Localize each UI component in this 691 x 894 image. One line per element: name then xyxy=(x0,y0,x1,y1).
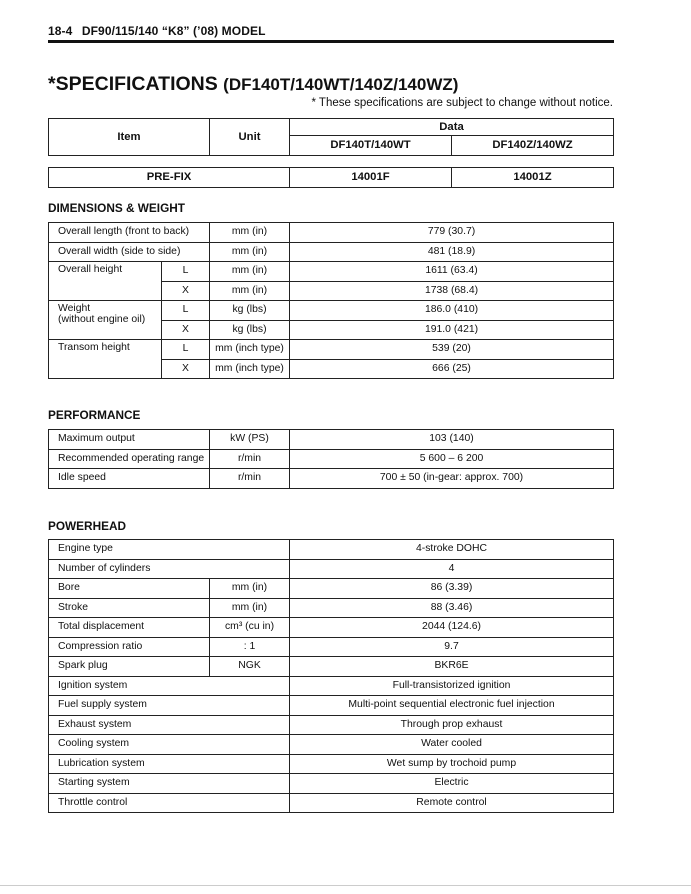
overall-height-x-value: 1738 (68.4) xyxy=(290,281,614,301)
system-label: Starting system xyxy=(49,774,290,794)
system-value: Full-transistorized ignition xyxy=(290,676,614,696)
prefix-label: PRE-FIX xyxy=(49,168,290,188)
weight-l-value: 186.0 (410) xyxy=(290,301,614,321)
perf-value: 5 600 – 6 200 xyxy=(290,449,614,469)
performance-table xyxy=(48,429,614,489)
powerhead-unit: cm³ (cu in) xyxy=(210,618,290,638)
powerhead-unit: : 1 xyxy=(210,637,290,657)
perf-unit: r/min xyxy=(210,449,290,469)
weight-label-line1: Weight xyxy=(58,303,91,314)
system-value: Multi-point sequential electronic fuel injection xyxy=(290,696,614,716)
system-value: Electric xyxy=(290,774,614,794)
model-header: DF90/115/140 “K8” (’08) MODEL xyxy=(81,24,266,38)
perf-label: Recommended operating range xyxy=(49,449,210,469)
change-notice: * These specifications are subject to change without notice. xyxy=(311,97,613,109)
perf-value: 700 ± 50 (in-gear: approx. 700) xyxy=(290,469,614,489)
overall-height-x: X xyxy=(162,281,210,301)
overall-width-unit: mm (in) xyxy=(210,242,290,262)
overall-length-label: Overall length (front to back) xyxy=(49,223,210,243)
weight-x: X xyxy=(162,320,210,340)
header-data: Data xyxy=(290,119,614,136)
section-powerhead: POWERHEAD xyxy=(48,519,126,533)
weight-label-line2: (without engine oil) xyxy=(58,314,146,325)
header-col2: DF140Z/140WZ xyxy=(452,136,614,156)
prefix-val1: 14001F xyxy=(290,168,452,188)
page-title xyxy=(48,73,458,96)
system-value: Through prop exhaust xyxy=(290,715,614,735)
overall-height-l-value: 1611 (63.4) xyxy=(290,262,614,282)
transom-l-value: 539 (20) xyxy=(290,340,614,360)
overall-width-label: Overall width (side to side) xyxy=(49,242,210,262)
overall-height-x-unit: mm (in) xyxy=(210,281,290,301)
title-main: *SPECIFICATIONS xyxy=(48,73,218,95)
overall-length-unit: mm (in) xyxy=(210,223,290,243)
weight-label xyxy=(49,301,162,340)
spec-header-table xyxy=(48,118,614,156)
overall-width-value: 481 (18.9) xyxy=(290,242,614,262)
transom-label: Transom height xyxy=(49,340,162,379)
header-col1: DF140T/140WT xyxy=(290,136,452,156)
dimensions-table xyxy=(48,222,614,379)
system-label: Ignition system xyxy=(49,676,290,696)
overall-length-value: 779 (30.7) xyxy=(290,223,614,243)
perf-unit: r/min xyxy=(210,469,290,489)
system-value: Remote control xyxy=(290,793,614,813)
system-value: Water cooled xyxy=(290,735,614,755)
powerhead-value: BKR6E xyxy=(290,657,614,677)
perf-unit: kW (PS) xyxy=(210,430,290,450)
section-performance: PERFORMANCE xyxy=(48,408,141,422)
powerhead-label: Spark plug xyxy=(49,657,210,677)
system-value: Wet sump by trochoid pump xyxy=(290,754,614,774)
engine-type-label: Engine type xyxy=(49,540,290,560)
perf-label: Idle speed xyxy=(49,469,210,489)
system-label: Fuel supply system xyxy=(49,696,290,716)
powerhead-table xyxy=(48,539,614,813)
page-bottom-edge xyxy=(0,885,691,886)
transom-l-unit: mm (inch type) xyxy=(210,340,290,360)
title-model: (DF140T/140WT/140Z/140WZ) xyxy=(223,75,459,94)
overall-height-label: Overall height xyxy=(49,262,162,301)
powerhead-unit: mm (in) xyxy=(210,598,290,618)
overall-height-l-unit: mm (in) xyxy=(210,262,290,282)
header-rule xyxy=(48,40,614,43)
powerhead-label: Total displacement xyxy=(49,618,210,638)
perf-value: 103 (140) xyxy=(290,430,614,450)
powerhead-unit: NGK xyxy=(210,657,290,677)
header-unit: Unit xyxy=(210,119,290,156)
powerhead-label: Bore xyxy=(49,579,210,599)
powerhead-value: 2044 (124.6) xyxy=(290,618,614,638)
page-number: 18-4 xyxy=(48,24,73,38)
system-label: Lubrication system xyxy=(49,754,290,774)
transom-l: L xyxy=(162,340,210,360)
powerhead-unit: mm (in) xyxy=(210,579,290,599)
perf-label: Maximum output xyxy=(49,430,210,450)
weight-x-unit: kg (lbs) xyxy=(210,320,290,340)
cylinders-label: Number of cylinders xyxy=(49,559,290,579)
weight-l-unit: kg (lbs) xyxy=(210,301,290,321)
weight-x-value: 191.0 (421) xyxy=(290,320,614,340)
powerhead-label: Compression ratio xyxy=(49,637,210,657)
engine-type-value: 4-stroke DOHC xyxy=(290,540,614,560)
transom-x-value: 666 (25) xyxy=(290,359,614,379)
weight-l: L xyxy=(162,301,210,321)
powerhead-value: 86 (3.39) xyxy=(290,579,614,599)
header-item: Item xyxy=(49,119,210,156)
cylinders-value: 4 xyxy=(290,559,614,579)
transom-x-unit: mm (inch type) xyxy=(210,359,290,379)
powerhead-value: 9.7 xyxy=(290,637,614,657)
prefix-val2: 14001Z xyxy=(452,168,614,188)
page-header xyxy=(48,24,613,38)
system-label: Throttle control xyxy=(49,793,290,813)
transom-x: X xyxy=(162,359,210,379)
system-label: Exhaust system xyxy=(49,715,290,735)
section-dimensions: DIMENSIONS & WEIGHT xyxy=(48,201,185,215)
powerhead-label: Stroke xyxy=(49,598,210,618)
system-label: Cooling system xyxy=(49,735,290,755)
prefix-table xyxy=(48,167,614,188)
powerhead-value: 88 (3.46) xyxy=(290,598,614,618)
overall-height-l: L xyxy=(162,262,210,282)
